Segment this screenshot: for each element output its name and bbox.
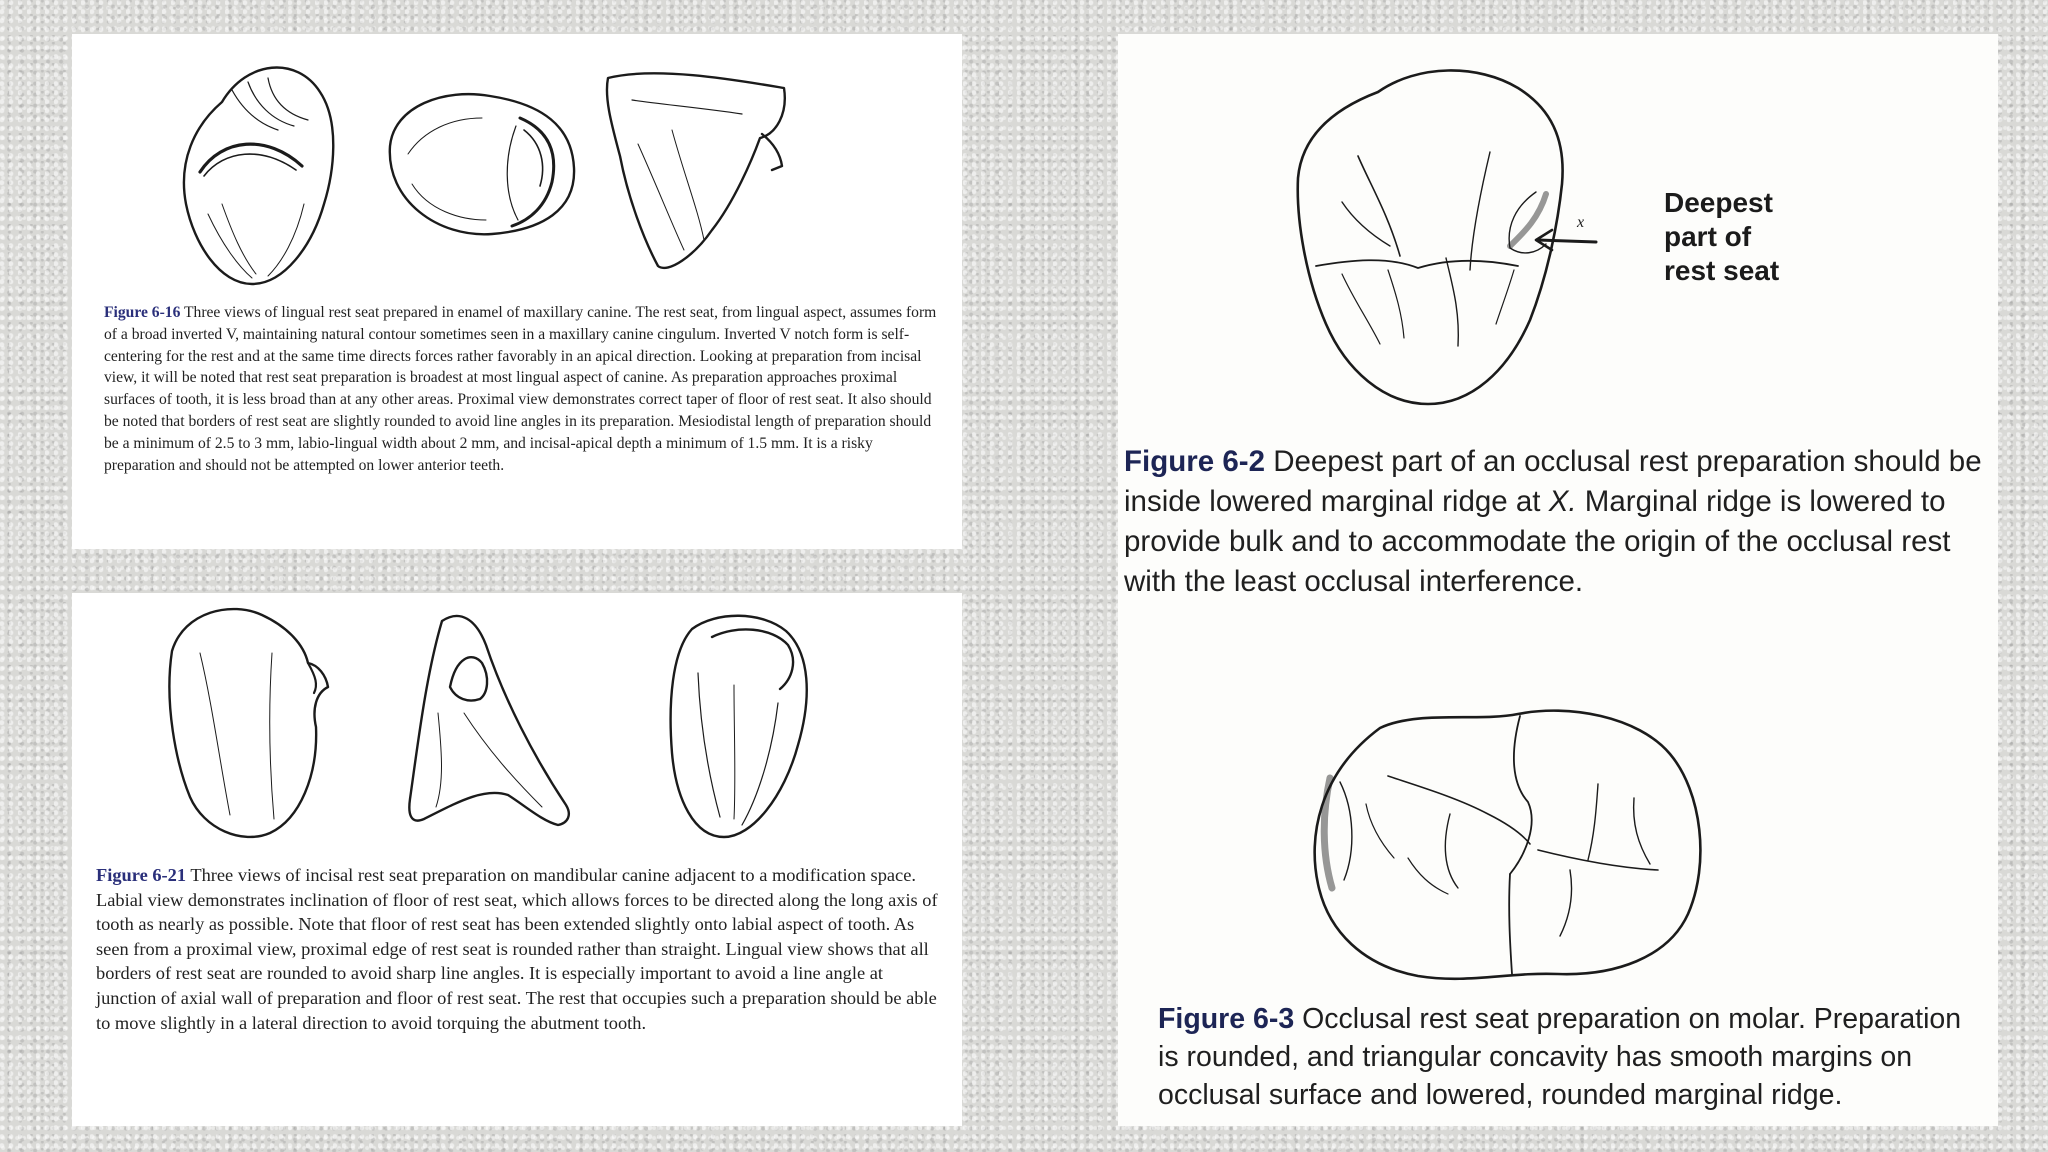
callout-line-3: rest seat (1664, 255, 1780, 286)
canine-incisal-view (390, 94, 574, 234)
figure-6-21-panel (72, 593, 962, 1126)
callout-line-2: part of (1664, 221, 1752, 252)
figure-6-3-caption-text: Occlusal rest seat preparation on molar. Preparation is rounded, and triangular concavity has smooth margins on occlusal surface and lowered, rounded marginal ridge. (1158, 1003, 1962, 1111)
figure-6-2-label: Figure 6-2 (1124, 445, 1265, 478)
figure-6-2-caption-text-1: Deepest part of an occlusal rest preparation should be inside lowered marginal ridge at (1124, 445, 1982, 518)
canine-proximal-view (607, 73, 785, 268)
callout-line-1: Deepest (1664, 187, 1773, 218)
figure-6-2-illustration (1118, 34, 1998, 424)
figure-6-21-label: Figure 6-21 (96, 865, 187, 885)
molar-occlusal-view (1315, 711, 1701, 979)
figure-6-21-illustrations (72, 593, 962, 855)
figure-6-2-callout (1664, 186, 1779, 288)
canine-lingual-view (184, 68, 333, 284)
figure-6-16-illustrations (72, 34, 962, 299)
canine-proximal-view-621 (409, 616, 568, 825)
figure-6-2-caption-italic: X. (1548, 485, 1577, 518)
figure-6-3-illustration (1118, 674, 1998, 1004)
figure-6-21-caption-text: Three views of incisal rest seat preparation on mandibular canine adjacent to a modification space. Labial view demonstrates inclination of floor of rest seat, which allows forces to be directed along the long axis of tooth as nearly as possible. Note that floor of rest seat has been extended slightly onto labial aspect of tooth. As seen from a proximal view, proximal edge of rest seat is rounded rather than straight. Lingual view shows that all borders of rest seat are rounded to avoid sharp line angles. It is especially important to avoid a line angle at junction of axial wall of preparation and floor of rest seat. The rest that occupies such a preparation should be able to move slightly in a lateral direction to avoid torquing the abutment tooth. (96, 865, 938, 1033)
figure-6-16-caption (104, 302, 944, 476)
figure-6-3-caption (1158, 1000, 1988, 1114)
deepest-point-marker: x (1577, 214, 1585, 231)
premolar-occlusal-view (1298, 70, 1596, 404)
figure-6-16-label: Figure 6-16 (104, 304, 181, 321)
figure-6-2-caption (1124, 442, 1994, 602)
figure-6-3-label: Figure 6-3 (1158, 1003, 1295, 1035)
canine-lingual-view-621 (671, 616, 807, 837)
figure-6-16-caption-text: Three views of lingual rest seat prepared in enamel of maxillary canine. The rest seat, from lingual aspect, assumes form of a broad inverted V, maintaining natural contour sometimes seen in a maxillary canine cingulum. Inverted V notch form is self-centering for the rest and at the same time directs forces rather favorably in an apical direction. Looking at preparation from incisal view, it will be noted that rest seat preparation is broadest at most lingual aspect of canine. As preparation approaches proximal surfaces of tooth, it is less broad than at any other areas. Proximal view demonstrates correct taper of floor of rest seat. It also should be noted that borders of rest seat are slightly rounded to avoid line angles in its preparation. Mesiodistal length of preparation should be a minimum of 2.5 to 3 mm, labio-lingual width about 2 mm, and incisal-apical depth a minimum of 1.5 mm. It is a risky preparation and should not be attempted on lower anterior teeth. (104, 304, 937, 474)
canine-labial-view (169, 609, 328, 837)
figure-6-2-caption-text-2: Marginal ridge is lowered to provide bulk and to accommodate the origin of the occlusal rest with the least occlusal interference. (1124, 485, 1951, 598)
figures-6-2-6-3-panel (1118, 34, 1998, 1126)
figure-6-21-caption (96, 863, 946, 1035)
figure-6-16-panel (72, 34, 962, 549)
